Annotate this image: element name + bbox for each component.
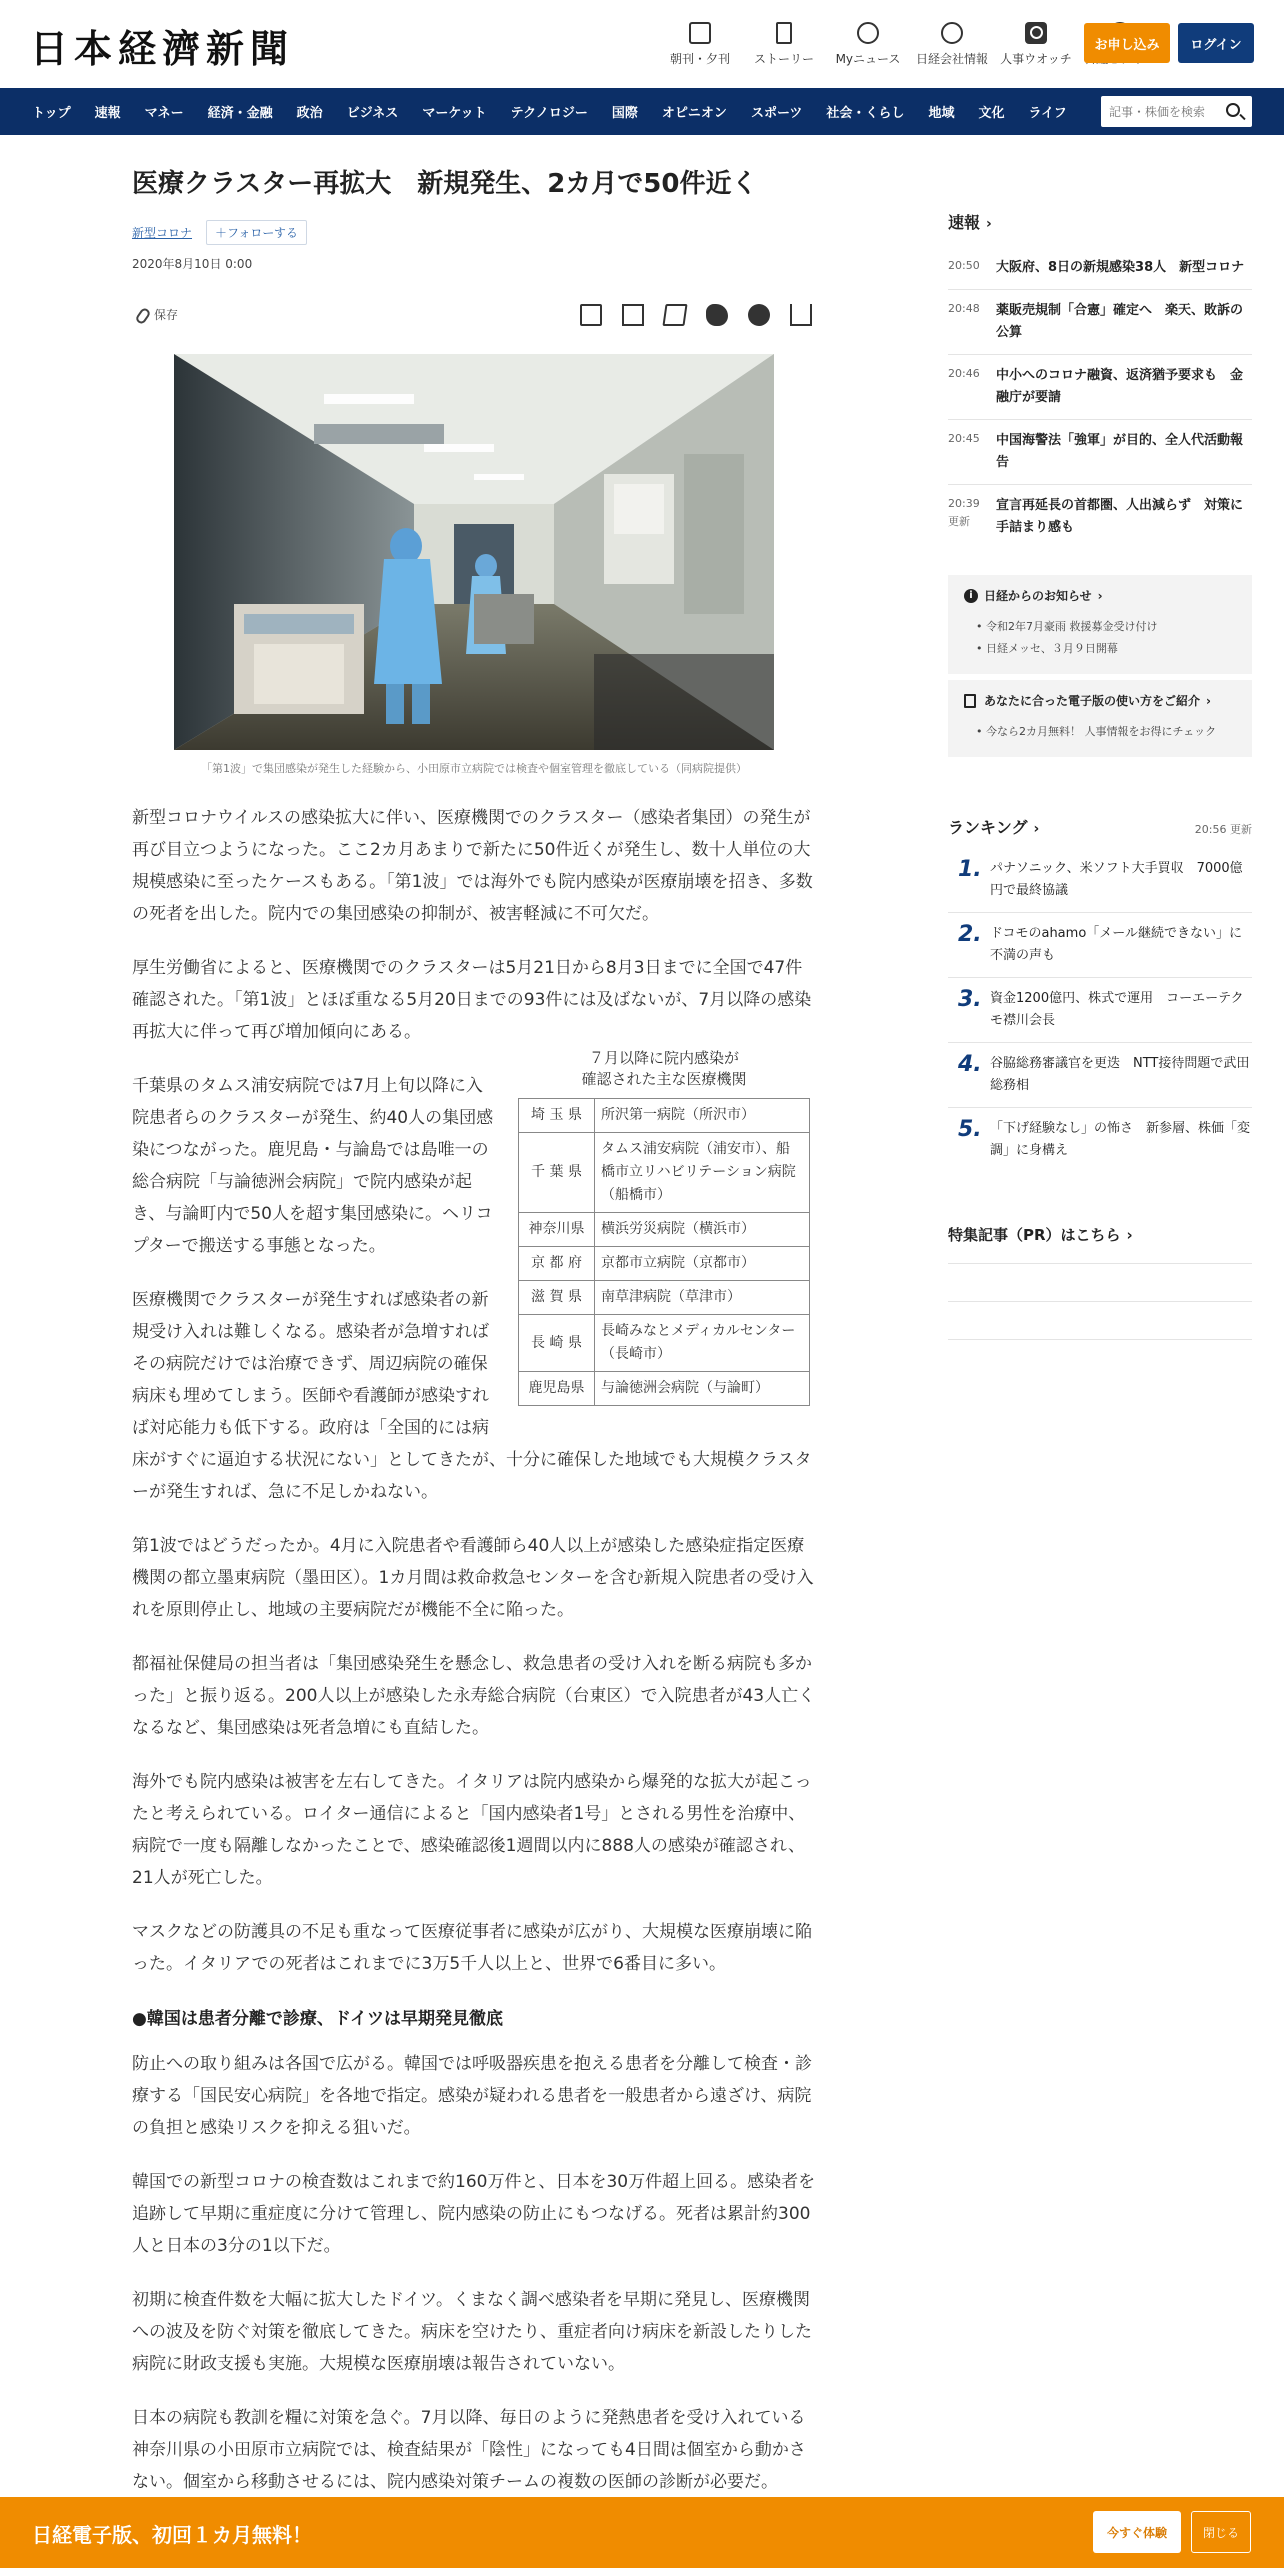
news-time (948, 257, 996, 279)
news-time (948, 495, 996, 539)
table-cell: 長 崎 県 (519, 1315, 595, 1372)
save-button[interactable] (138, 306, 178, 324)
nav-culture[interactable]: 文化 (978, 106, 1005, 121)
hospital-corridor-image (174, 354, 774, 750)
nikkei-notice-box (948, 575, 1252, 674)
header-nav-morning-evening[interactable] (658, 18, 742, 70)
table-row (519, 1315, 810, 1372)
article-paragraph: マスクなどの防護具の不足も重なって医療従事者に感染が広がり、大規模な医療崩壊に陥った。イタリアでの死者はこれまでに3万5千人以上と、世界で6番目に多い。 (132, 1922, 812, 1974)
table-cell: 所沢第一病院（所沢市） (595, 1099, 810, 1133)
table-row (519, 1372, 810, 1406)
news-updated: 更新 (948, 515, 970, 528)
table-cell: 与論徳洲会病院（与論町） (595, 1372, 810, 1406)
rank-number: 2. (958, 922, 982, 947)
share-icons (560, 304, 812, 326)
news-time-text: 20:39 (948, 497, 980, 510)
notice-title: 日経からのお知らせ (984, 589, 1092, 603)
guide-list (964, 721, 1236, 743)
notice-item[interactable]: • 日経メッセ、３月９日開幕 (986, 638, 1236, 660)
nav-money[interactable]: マネー (144, 106, 184, 121)
breaking-news-list (948, 247, 1252, 549)
table-row (519, 1247, 810, 1281)
rank-title: ドコモのahamo「メール継続できない」に不満の声も (990, 926, 1243, 963)
article-paragraph: 厚生労働省によると、医療機関でのクラスターは5月21日から8月3日までに全国で47件確認された。「第1波」とほぼ重なる5月20日までの93件には及ばないが、7月以降の感染再拡大に伴って再び増加傾向にある。 (132, 958, 812, 1042)
article-paragraph: 千葉県のタムス浦安病院では7月上旬以降に入院患者らのクラスターが発生、約40人の集団感染につながった。鹿児島・与論島では島唯一の総合病院「与論徳洲会病院」で院内感染が起き、与論町内で50人を超す集団感染に。ヘリコプターで搬送する事態となった。 (132, 1076, 494, 1256)
news-item[interactable] (948, 420, 1252, 485)
article-title: 医療クラスター再拡大 新規発生、2カ月で50件近く (132, 169, 758, 199)
article-paragraph: 新型コロナウイルスの感染拡大に伴い、医療機関でのクラスター（感染者集団）の発生が再び目立つようになった。ここ2カ月あまりで新たに50件近くが発生し、数十人単位の大規模感染に至ったケースもある。「第1波」では海外でも院内感染が医療崩壊を招き、多数の死者を出した。院内での集団感染の抑制が、被害軽減に不可欠だ。 (132, 808, 813, 924)
news-title: 薬販売規制「合憲」確定へ 楽天、敗訴の公算 (996, 303, 1244, 340)
nav-business[interactable]: ビジネス (346, 106, 399, 121)
news-title: 宣言再延長の首都圏、人出減らず 対策に手詰まり感も (996, 498, 1244, 535)
table-cell: 千 葉 県 (519, 1133, 595, 1213)
news-item[interactable] (948, 485, 1252, 549)
nav-sports[interactable]: スポーツ (750, 106, 803, 121)
news-time (948, 430, 996, 474)
chevron-right-icon: › (1033, 821, 1040, 837)
topic-tag[interactable]: 新型コロナ (132, 226, 193, 240)
rank-number: 4. (958, 1052, 982, 1077)
news-time-text: 20:45 (948, 432, 980, 445)
chevron-right-icon: › (1126, 1226, 1133, 1244)
ranking-updated-time: 20:56 更新 (1194, 823, 1252, 836)
save-label: 保存 (154, 308, 179, 322)
news-time-text: 20:46 (948, 367, 980, 380)
story-icon (776, 22, 792, 44)
table-title-line: 確認された主な医療機関 (581, 1070, 747, 1088)
rank-number: 5. (958, 1117, 982, 1142)
article-paragraph: 都福祉保健局の担当者は「集団感染発生を懸念し、救急患者の受け入れを断る病院も多かった」と振り返る。200人以上が感染した永寿総合病院（台東区）で入院患者が43人亡くなるなど、集団感染は死者急増にも直結した。 (132, 1654, 816, 1738)
login-button[interactable]: ログイン (1178, 23, 1254, 63)
follow-label: フォローする (227, 226, 298, 240)
header-nav-label: Myニュース (835, 52, 901, 66)
digital-guide-box (948, 680, 1252, 757)
guide-heading[interactable] (964, 692, 1236, 709)
header-nav-label: 朝刊・夕刊 (669, 52, 730, 66)
facebook-icon[interactable] (748, 304, 770, 326)
nav-politics[interactable]: 政治 (296, 106, 323, 121)
table-cell: 長崎みなとメディカルセンター（長崎市） (595, 1315, 810, 1372)
ranking-header (948, 815, 1252, 838)
search-input[interactable] (1101, 96, 1211, 127)
search-icon[interactable] (1226, 103, 1240, 117)
table-cell: 南草津病院（草津市） (595, 1281, 810, 1315)
hospital-table-figure (518, 1048, 810, 1406)
header-nav-label: 日経会社情報 (915, 52, 988, 66)
chevron-right-icon: › (986, 216, 992, 232)
follow-button[interactable]: ＋フォローする (206, 220, 307, 245)
table-cell: 横浜労災病院（横浜市） (595, 1213, 810, 1247)
table-cell: 鹿児島県 (519, 1372, 595, 1406)
nav-opinion[interactable]: オピニオン (661, 106, 727, 121)
article-paragraph: 初期に検査件数を大幅に拡大したドイツ。くまなく調べ感染者を早期に発見し、医療機関への波及を防ぐ対策を徹底してきた。病床を空けたり、重症者向け病床を新設したりした病院に財政支援も実施。大規模な医療崩壊は報告されていない。 (132, 2290, 812, 2374)
notice-item[interactable]: • 令和2年7月豪雨 救援募金受け付け (986, 616, 1236, 638)
rank-title: 「下げ経験なし」の怖さ 新参層、株価「変調」に身構え (990, 1121, 1251, 1158)
hospital-table (518, 1098, 810, 1406)
ranking-list (948, 848, 1252, 1172)
header-nav-label: 人事ウオッチ (1000, 52, 1072, 66)
nav-life[interactable]: ライフ (1028, 106, 1067, 121)
article-paragraph: 医療機関でクラスターが発生すれば感染者の新規受け入れは難しくなる。感染者が急増すればその病院だけでは治療できず、周辺病院の確保病床も埋めてしまう。医師や看護師が感染すれば対応能力も低下する。政府は「全国的には病床がすぐに逼迫する状況にない」としてきたが、十分に確保した地域でも大規模クラスターが発生すれば、急に不足しかねない。 (132, 1290, 812, 1502)
pr-slot (948, 1264, 1252, 1302)
ranking-heading[interactable] (948, 815, 1039, 838)
twitter-icon[interactable] (706, 304, 728, 326)
ranking-item[interactable] (948, 1043, 1252, 1108)
nav-breaking[interactable]: 速報 (94, 106, 121, 121)
nav-international[interactable]: 国際 (611, 106, 638, 121)
rank-title: 資金1200億円、株式で運用 コーエーテクモ襟川会長 (990, 991, 1244, 1028)
print-icon[interactable] (580, 304, 602, 326)
table-row (519, 1281, 810, 1315)
ranking-item[interactable] (948, 978, 1252, 1043)
promo-text: 日経電子版、初回１カ月無料！ (32, 2523, 312, 2547)
article-paragraph: 海外でも院内感染は被害を左右してきた。イタリアは院内感染から爆発的な拡大が起こったと考えられている。ロイター通信によると「国内感染者1号」とされる男性を治療中、病院で一度も隔離しなかったことで、感染確認後1週間以内に888人の感染が確認され、21人が死亡した。 (132, 1772, 812, 1888)
guide-item[interactable]: • 今なら2カ月無料！ 人事情報をお得にチェック (986, 721, 1236, 743)
note-icon[interactable] (662, 304, 687, 326)
close-banner-button[interactable]: 閉じる (1191, 2511, 1251, 2553)
share-icon[interactable] (790, 304, 812, 326)
ranking-title: ランキング (948, 818, 1028, 837)
breaking-news-title: 速報 (948, 213, 981, 232)
table-title (518, 1048, 810, 1090)
site-header (0, 0, 1284, 88)
header-nav-mynews[interactable] (826, 18, 910, 70)
rank-title: パナソニック、米ソフト大手買収 7000億円で最終協議 (990, 861, 1243, 898)
header-nav-personnel-watch[interactable] (994, 18, 1078, 70)
category-list (0, 88, 1284, 135)
chevron-right-icon: › (1206, 693, 1211, 708)
try-now-button[interactable]: 今すぐ体験 (1093, 2511, 1181, 2553)
search-icon (1025, 22, 1047, 44)
sidebar (948, 210, 1252, 1340)
rank-number: 1. (958, 857, 982, 882)
guide-title: あなたに合った電子版の使い方をご紹介 (984, 694, 1201, 708)
table-cell: 神奈川県 (519, 1213, 595, 1247)
table-cell: 京 都 府 (519, 1247, 595, 1281)
table-row (519, 1213, 810, 1247)
news-time-text: 20:48 (948, 302, 980, 315)
notice-list (964, 616, 1236, 660)
news-time-text: 20:50 (948, 259, 980, 272)
ranking-item[interactable] (948, 1108, 1252, 1172)
search-box (1101, 96, 1252, 127)
article-paragraph: 第1波ではどうだったか。4月に入院患者や看護師ら40人以上が感染した感染症指定医療機関の都立墨東病院（墨田区）。1カ月間は救命救急センターを含む新規入院患者の受け入れを原則停止し、地域の主要病院だが機能不全に陥った。 (132, 1536, 814, 1620)
table-cell: タムス浦安病院（浦安市）、船橋市立リハビリテーション病院（船橋市） (595, 1133, 810, 1213)
header-nav-company-info[interactable] (910, 18, 994, 70)
table-row (519, 1099, 810, 1133)
pr-title: 特集記事（PR）はこちら (948, 1226, 1121, 1244)
table-title-line: ７月以降に院内感染が (588, 1049, 739, 1067)
chevron-right-icon: › (1097, 588, 1103, 603)
user-icon (857, 22, 879, 44)
article-toolbar (132, 302, 816, 332)
category-navbar (0, 88, 1284, 135)
nikkei-logo[interactable]: 日本経濟新聞 (30, 26, 295, 71)
info-icon: i (964, 589, 978, 603)
publish-date: 2020年8月10日 0:00 (132, 257, 253, 271)
chart-icon (941, 22, 963, 44)
rank-number: 3. (958, 987, 982, 1012)
nav-society[interactable]: 社会・くらし (826, 106, 905, 121)
article-paragraph: 韓国での新型コロナの検査数はこれまで約160万件と、日本を30万件超上回る。感染者を追跡して早期に重症度に分けて管理し、院内感染の防止にもつなげる。死者は累計約300人と日本の3分の1以下だ。 (132, 2172, 816, 2256)
breaking-news-heading[interactable] (948, 210, 1252, 233)
subscribe-button[interactable]: お申し込み (1084, 23, 1170, 63)
header-nav-story[interactable] (742, 18, 826, 70)
notice-heading[interactable] (964, 587, 1236, 604)
nav-economy[interactable]: 経済・金融 (207, 106, 273, 121)
news-title: 中国海警法「強軍」が目的、全人代活動報告 (996, 433, 1244, 470)
pr-slot (948, 1302, 1252, 1340)
nav-market[interactable]: マーケット (422, 106, 487, 121)
pr-heading[interactable] (948, 1224, 1252, 1264)
ranking-item[interactable] (948, 913, 1252, 978)
article-paragraph: 防止への取り組みは各国で広がる。韓国では呼吸器疾患を抱える患者を分離して検査・診療する「国民安心病院」を各地で指定。感染が疑われる患者を一般患者から遠ざけ、病院の負担と感染リスクを抑える狙いだ。 (132, 2054, 812, 2138)
table-cell: 埼 玉 県 (519, 1099, 595, 1133)
nav-top[interactable]: トップ (32, 106, 71, 121)
article-paragraph: 日本の病院も教訓を糧に対策を急ぐ。7月以降、毎日のように発熱患者を受け入れている神奈川県の小田原市立病院では、検査結果が「陰性」になっても4日間は個室から動かさない。個室から移動させるには、院内感染対策チームの複数の医師の診断が必要だ。 (132, 2408, 806, 2492)
news-time (948, 365, 996, 409)
table-cell: 滋 賀 県 (519, 1281, 595, 1315)
header-nav-label: ストーリー (753, 52, 814, 66)
news-title: 中小へのコロナ融資、返済猶予要求も 金融庁が要請 (996, 368, 1244, 405)
paperclip-icon (134, 306, 151, 325)
nav-region[interactable]: 地域 (928, 106, 955, 121)
ranking-item[interactable] (948, 848, 1252, 913)
news-item[interactable] (948, 355, 1252, 420)
article-photo (174, 354, 774, 750)
book-icon (964, 694, 976, 708)
rank-title: 谷脇総務審議官を更迭 NTT接待問題で武田総務相 (990, 1056, 1250, 1093)
table-row (519, 1133, 810, 1213)
table-cell: 京都市立病院（京都市） (595, 1247, 810, 1281)
article (132, 166, 816, 2498)
news-time (948, 300, 996, 344)
promo-banner (0, 2497, 1284, 2568)
nav-technology[interactable]: テクノロジー (510, 106, 588, 121)
newspaper-icon (689, 22, 711, 44)
news-item[interactable] (948, 290, 1252, 355)
news-item[interactable] (948, 247, 1252, 290)
tag-row (132, 220, 816, 245)
article-subheading: ●韓国は患者分離で診療、ドイツは早期発見徹底 (132, 2009, 503, 2029)
mail-icon[interactable] (622, 304, 644, 326)
news-title: 大阪府、8日の新規感染38人 新型コロナ (996, 260, 1245, 275)
photo-caption: 「第1波」で集団感染が発生した経験から、小田原市立病院では検査や個室管理を徹底している（同病院提供） (201, 762, 747, 775)
